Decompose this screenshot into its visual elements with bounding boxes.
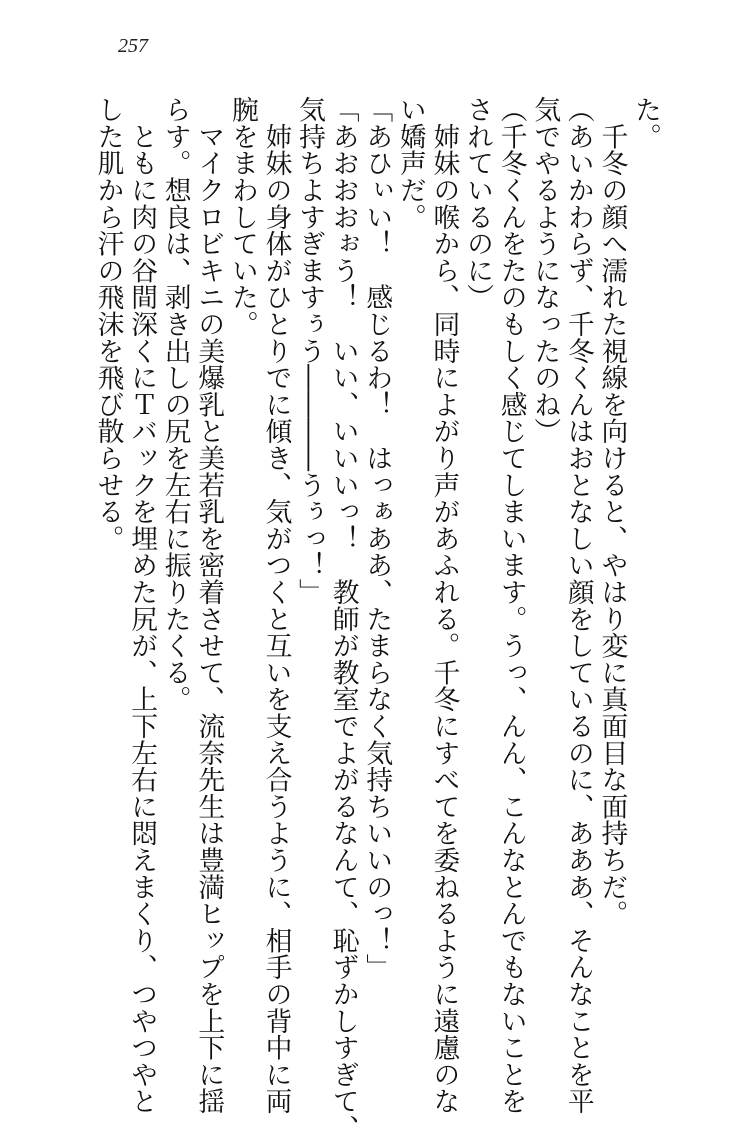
text-line: 気でやるようになったのね） <box>529 96 561 445</box>
body-text <box>92 96 662 1141</box>
text-line: されているのに） <box>462 96 494 311</box>
text-line: 姉妹の喉から、同時によがり声があふれる。千冬にすべてを委ねるように遠慮のな <box>428 96 460 1115</box>
text-line: 気持ちよすぎますぅう――――うぅっ！」 <box>294 96 326 606</box>
text-line: （千冬くんをたのもしく感じてしまいます。うっ、んん、こんなとんでもないことを <box>495 96 527 1115</box>
text-line: た。 <box>630 96 661 150</box>
text-line: 姉妹の身体がひとりでに傾き、気がつくと互いを支え合うように、相手の背中に両 <box>260 96 292 1115</box>
text-line: 千冬の顔へ濡れた視線を向けると、やはり変に真面目な面持ちだ。 <box>596 96 628 927</box>
text-line: した肌から汗の飛沫を飛び散らせる。 <box>92 96 124 552</box>
text-line: マイクロビキニの美爆乳と美若乳を密着させて、流奈先生は豊満ヒップを上下に揺 <box>193 96 225 1115</box>
text-line: 「あおおおぉう！ いい、いいいっ！ 教師が教室でよがるなんて、恥ずかしすぎて、 <box>327 96 359 1141</box>
text-line: ともに肉の谷間深くにＴバックを埋めた尻が、上下左右に悶えまくり、つやつやと <box>126 96 158 1115</box>
text-line: 「あひぃい！ 感じるわ！ はっぁああ、たまらなく気持ちいいのっ！」 <box>361 96 393 981</box>
text-line: 腕をまわしていた。 <box>226 96 258 338</box>
text-line: らす。想良は、剥き出しの尻を左右に振りたくる。 <box>159 96 191 713</box>
text-line: （あいかわらず、千冬くんはおとなしい顔をしているのに、あああ、そんなことを平 <box>562 96 594 1115</box>
text-line: い嬌声だ。 <box>394 96 426 230</box>
page-number: 257 <box>118 35 148 57</box>
